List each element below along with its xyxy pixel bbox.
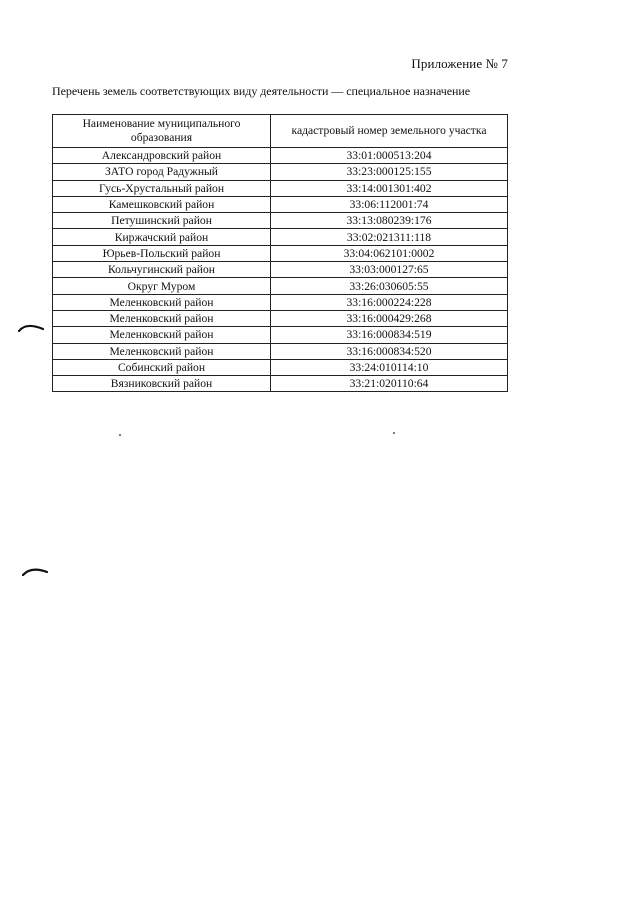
cell-district: Меленковский район xyxy=(53,343,271,359)
table-row xyxy=(53,376,508,392)
cell-cadastral-number: 33:26:030605:55 xyxy=(271,278,508,294)
cell-cadastral-number: 33:16:000834:520 xyxy=(271,343,508,359)
cell-cadastral-number: 33:13:080239:176 xyxy=(271,213,508,229)
cell-district: Вязниковский район xyxy=(53,376,271,392)
table-row xyxy=(53,262,508,278)
table-row xyxy=(53,245,508,261)
table-row xyxy=(53,343,508,359)
table-row xyxy=(53,229,508,245)
document-title: Перечень земель соответствующих виду деятельности — специальное назначение xyxy=(52,84,471,98)
table-row xyxy=(53,310,508,326)
table-row xyxy=(53,213,508,229)
cell-district: Округ Муром xyxy=(53,278,271,294)
cell-cadastral-number: 33:04:062101:0002 xyxy=(271,245,508,261)
table-row xyxy=(53,294,508,310)
cell-cadastral-number: 33:16:000224:228 xyxy=(271,294,508,310)
cell-district: Меленковский район xyxy=(53,310,271,326)
cell-cadastral-number: 33:01:000513:204 xyxy=(271,148,508,164)
cell-cadastral-number: 33:23:000125:155 xyxy=(271,164,508,180)
cell-district: Кольчугинский район xyxy=(53,262,271,278)
header-district: Наименование муниципального образования xyxy=(53,115,271,148)
cell-cadastral-number: 33:14:001301:402 xyxy=(271,180,508,196)
table-header xyxy=(53,115,508,148)
cell-district: Меленковский район xyxy=(53,294,271,310)
cell-district: Гусь-Хрустальный район xyxy=(53,180,271,196)
cell-cadastral-number: 33:21:020110:64 xyxy=(271,376,508,392)
cell-district: ЗАТО город Радужный xyxy=(53,164,271,180)
appendix-label: Приложение № 7 xyxy=(411,56,508,71)
cell-cadastral-number: 33:02:021311:118 xyxy=(271,229,508,245)
table-row xyxy=(53,148,508,164)
cell-district: Александровский район xyxy=(53,148,271,164)
header-cadastral-number: кадастровый номер земельного участка xyxy=(271,115,508,148)
header-row xyxy=(53,115,508,148)
table-row xyxy=(53,180,508,196)
cell-cadastral-number: 33:16:000834:519 xyxy=(271,327,508,343)
table-row xyxy=(53,327,508,343)
table-row xyxy=(53,196,508,212)
cell-cadastral-number: 33:16:000429:268 xyxy=(271,310,508,326)
table-row xyxy=(53,164,508,180)
scan-mark xyxy=(18,322,44,332)
cell-district: Юрьев-Польский район xyxy=(53,245,271,261)
scan-speck xyxy=(119,434,121,436)
cell-district: Собинский район xyxy=(53,359,271,375)
cell-district: Меленковский район xyxy=(53,327,271,343)
table-row xyxy=(53,359,508,375)
cell-district: Петушинский район xyxy=(53,213,271,229)
cell-cadastral-number: 33:03:000127:65 xyxy=(271,262,508,278)
cell-cadastral-number: 33:06:112001:74 xyxy=(271,196,508,212)
land-table xyxy=(52,114,508,392)
cell-district: Камешковский район xyxy=(53,196,271,212)
table-row xyxy=(53,278,508,294)
scan-mark xyxy=(22,566,48,576)
cell-cadastral-number: 33:24:010114:10 xyxy=(271,359,508,375)
scan-speck xyxy=(393,432,395,434)
cell-district: Киржачский район xyxy=(53,229,271,245)
table-body xyxy=(53,148,508,392)
